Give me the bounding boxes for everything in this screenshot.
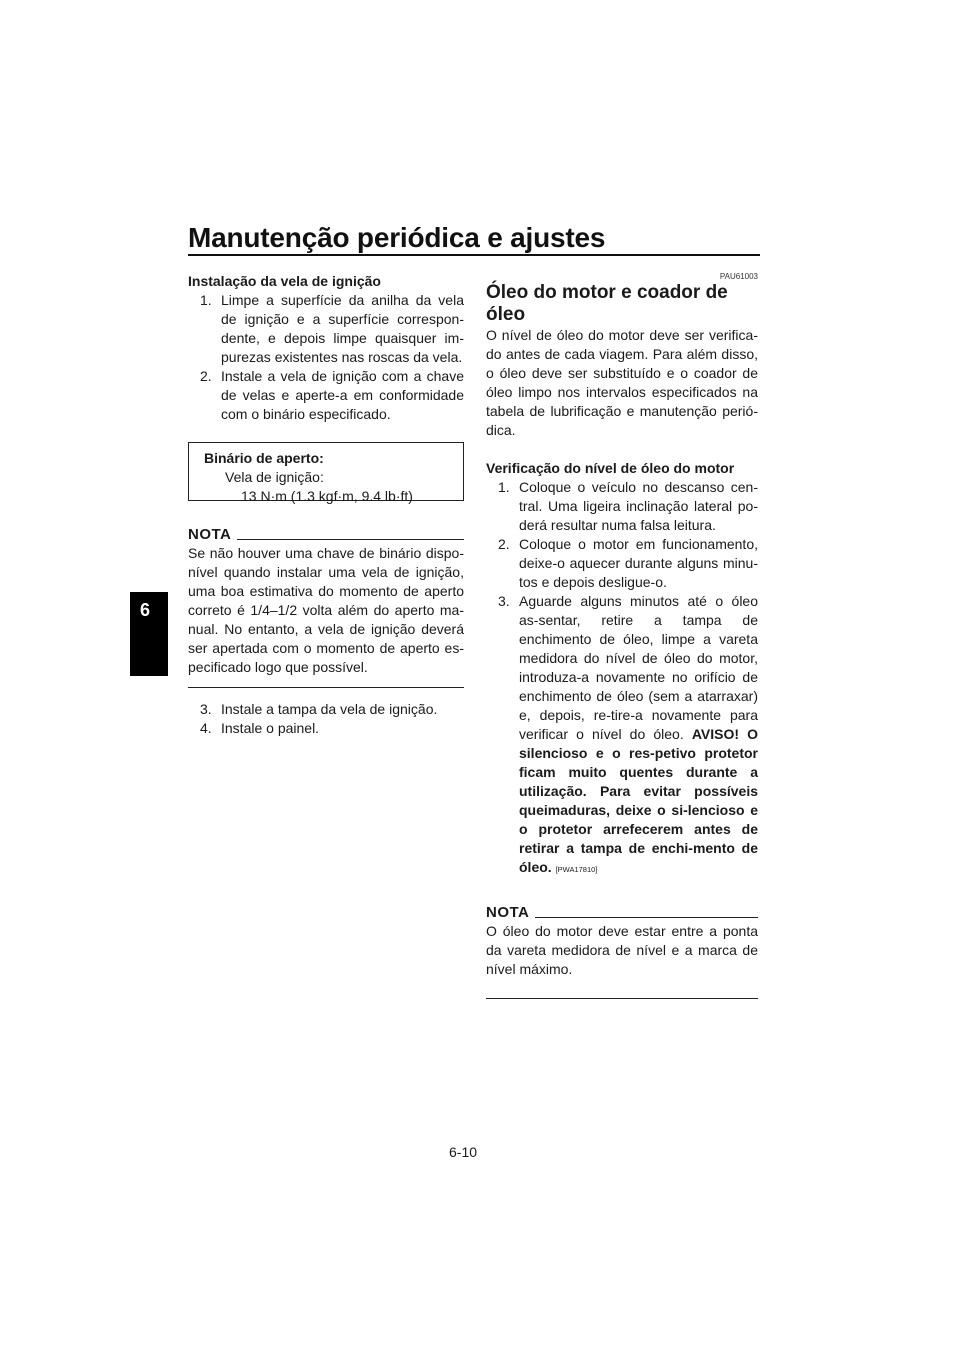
- list-item: [188, 719, 464, 738]
- right-column: [486, 272, 758, 999]
- step-number: 3.: [200, 701, 212, 717]
- warning-code: [PWA17810]: [555, 865, 598, 874]
- list-item: [486, 478, 758, 535]
- spark-plug-install-heading: Instalação da vela de ignição: [188, 273, 381, 289]
- note-rule: [535, 917, 758, 918]
- oil-check-heading: Verificação do nível de óleo do motor: [486, 460, 735, 476]
- list-item: [486, 592, 758, 879]
- spark-plug-steps-continued: [188, 700, 464, 738]
- chapter-tab-number: 6: [139, 600, 150, 620]
- note-end-rule: [486, 998, 758, 999]
- spark-plug-steps: [188, 291, 464, 424]
- torque-spec-box: [188, 442, 464, 504]
- step-number: 1.: [200, 292, 212, 308]
- step-number: 2.: [498, 536, 510, 552]
- section-intro: O nível de óleo do motor deve ser verifica-do antes de cada viagem. Para além disso, o óleo deve ser substituído e o coador de óleo limpo nos intervalos especificados na tabela de lubrificação e manutenção perió-dica.: [486, 327, 758, 438]
- torque-spec-value: 13 N·m (1.3 kgf·m, 9.4 lb·ft): [241, 488, 413, 504]
- step-text: Instale a tampa da vela de ignição.: [221, 701, 438, 717]
- step-text: Instale a vela de ignição com a chave de velas e aperte-a em conformidade com o binário especificado.: [221, 368, 464, 422]
- step-text: Coloque o veículo no descanso cen-tral. Uma ligeira inclinação lateral po-derá resultar numa falsa leitura.: [519, 479, 758, 533]
- page-number: 6-10: [449, 1144, 478, 1160]
- note-end-rule: [188, 687, 464, 688]
- list-item: [188, 291, 464, 367]
- list-item: [188, 367, 464, 424]
- left-column: [188, 272, 464, 738]
- list-item: [188, 700, 464, 719]
- note-label: NOTA: [188, 526, 232, 543]
- step-number: 1.: [498, 479, 510, 495]
- note-text: Se não houver uma chave de binário dispo-nível quando instalar uma vela de ignição, uma boa estimativa do momento de aperto correto é 1/4–1/2 volta além do aperto ma-nual. No entanto, a vela de ignição deverá ser apertada com o momento de aperto es-pecificado logo que possível.: [188, 545, 464, 675]
- warning-text: AVISO! O silencioso e o res-petivo protetor ficam muito quentes durante a utilização. Para evitar possíveis queimaduras, deixe o si-lencioso e o protetor arrefecerem antes de retirar a tampa de enchi-mento de óleo.: [519, 726, 759, 875]
- note-header: [486, 903, 758, 922]
- note-label: NOTA: [486, 904, 530, 921]
- list-item: [486, 535, 758, 592]
- step-number: 4.: [200, 720, 212, 736]
- torque-spec-item: Vela de ignição:: [225, 469, 324, 485]
- note-text: O óleo do motor deve estar entre a ponta da vareta medidora de nível e a marca de nível máximo.: [486, 923, 758, 977]
- header-divider: [188, 254, 760, 256]
- note-rule: [237, 539, 464, 540]
- torque-spec-title: Binário de aperto:: [204, 450, 324, 466]
- section-code: PAU61003: [719, 272, 758, 281]
- step-number: 3.: [498, 593, 510, 609]
- step-text: Aguarde alguns minutos até o óleo as-sentar, retire a tampa de enchimento de óleo, limpe a vareta medidora do nível de óleo do motor, introduza-a novamente no orifício de enchimento de óleo (sem a atarraxar) e, depois, re-tire-a novamente para verificar o nível do óleo.: [519, 593, 758, 742]
- step-text: Limpe a superfície da anilha da vela de ignição e a superfície correspon-dente, e depois limpe quaisquer im-purezas existentes nas roscas da vela.: [221, 292, 464, 365]
- step-text: Coloque o motor em funcionamento, deixe-o aquecer durante alguns minu-tos e depois desligue-o.: [519, 536, 758, 590]
- step-number: 2.: [200, 368, 212, 384]
- step-text: Instale o painel.: [221, 720, 320, 736]
- note-header: [188, 525, 464, 544]
- page-title: Manutenção periódica e ajustes: [188, 222, 606, 253]
- oil-check-steps: [486, 478, 758, 879]
- section-title: Óleo do motor e coador de óleo: [486, 282, 728, 325]
